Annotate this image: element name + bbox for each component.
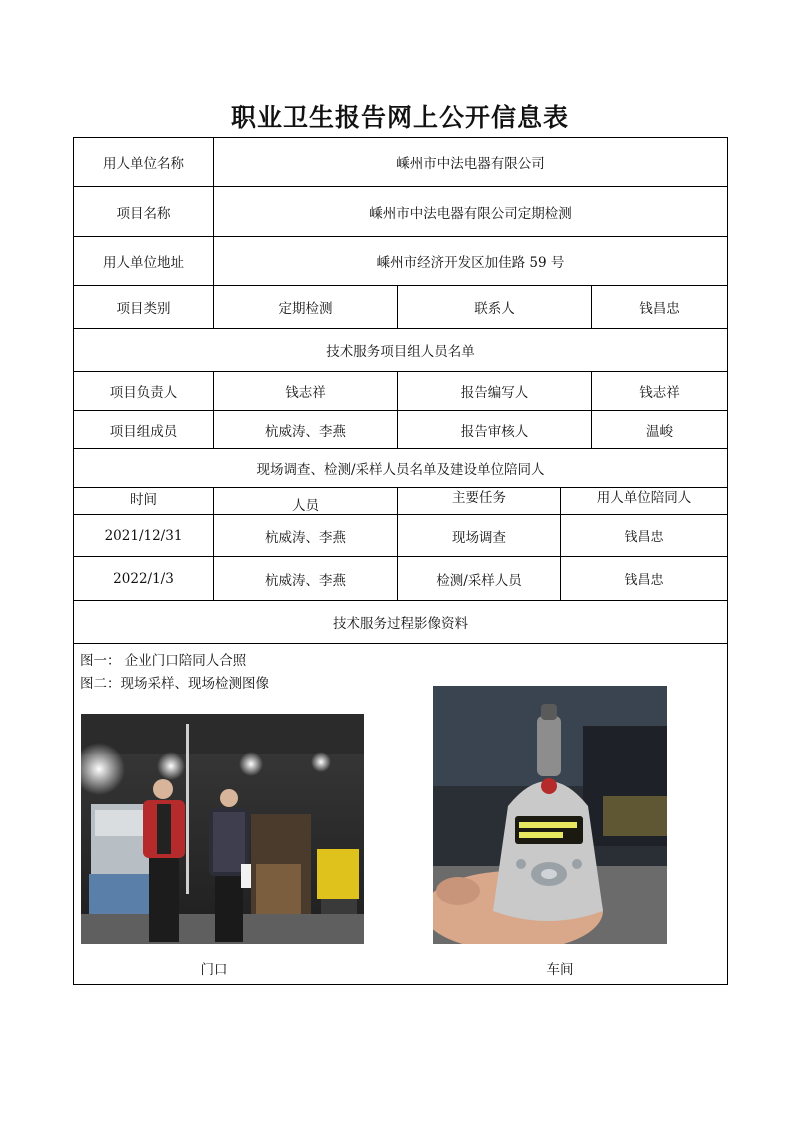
workshop-photo-image [433, 686, 667, 944]
survey-row-1-people: 杭威涛、李燕 [265, 529, 346, 546]
survey-header-task: 主要任务 [452, 490, 506, 506]
page-title: 职业卫生报告网上公开信息表 [230, 103, 569, 132]
survey-row-2-escort: 钱昌忠 [624, 573, 664, 588]
survey-row-2-date: 2022/1/3 [113, 570, 174, 587]
writer-value: 钱志祥 [639, 385, 680, 401]
info-table [73, 137, 728, 985]
team-section-heading: 技术服务项目组人员名单 [326, 344, 475, 360]
project-type-label: 项目类别 [116, 301, 171, 317]
survey-row-1-escort: 钱昌忠 [624, 530, 664, 545]
org-address-value: 嵊州市经济开发区加佳路 59 号 [376, 255, 565, 271]
workshop-photo-caption: 车间 [546, 962, 574, 978]
project-type-value: 定期检测 [278, 301, 333, 317]
leader-value: 钱志祥 [285, 385, 326, 401]
reviewer-label: 报告审核人 [460, 423, 529, 440]
contact-label: 联系人 [474, 301, 515, 317]
reviewer-value: 温峻 [646, 423, 673, 440]
survey-row-2-task: 检测/采样人员 [436, 572, 522, 589]
entrance-photo-image [81, 714, 364, 944]
org-address-label: 用人单位地址 [103, 255, 184, 271]
project-name-label: 项目名称 [116, 205, 171, 222]
contact-value: 钱昌忠 [639, 301, 680, 317]
survey-header-escort: 用人单位陪同人 [596, 490, 692, 506]
members-value: 杭威涛、李燕 [265, 423, 346, 440]
survey-header-people: 人员 [292, 498, 319, 514]
figure-note-1: 图一： 企业门口陪同人合照 [80, 653, 247, 669]
figure-note-2: 图二：现场采样、现场检测图像 [80, 676, 269, 692]
image-section-heading: 技术服务过程影像资料 [333, 616, 468, 632]
org-name-label: 用人单位名称 [103, 156, 184, 172]
writer-label: 报告编写人 [460, 385, 529, 401]
members-label: 项目组成员 [109, 423, 178, 440]
survey-row-1-date: 2021/12/31 [104, 527, 183, 544]
survey-header-time: 时间 [130, 492, 157, 508]
entrance-photo-caption: 门口 [200, 962, 228, 978]
leader-label: 项目负责人 [109, 385, 178, 401]
entrance-photo [81, 714, 364, 944]
survey-section-heading: 现场调查、检测/采样人员名单及建设单位陪同人 [256, 462, 545, 478]
workshop-photo [433, 686, 667, 944]
survey-row-1-task: 现场调查 [452, 529, 506, 546]
project-name-value: 嵊州市中法电器有限公司定期检测 [369, 205, 572, 222]
org-name-value: 嵊州市中法电器有限公司 [396, 156, 545, 172]
survey-row-2-people: 杭威涛、李燕 [265, 572, 346, 589]
